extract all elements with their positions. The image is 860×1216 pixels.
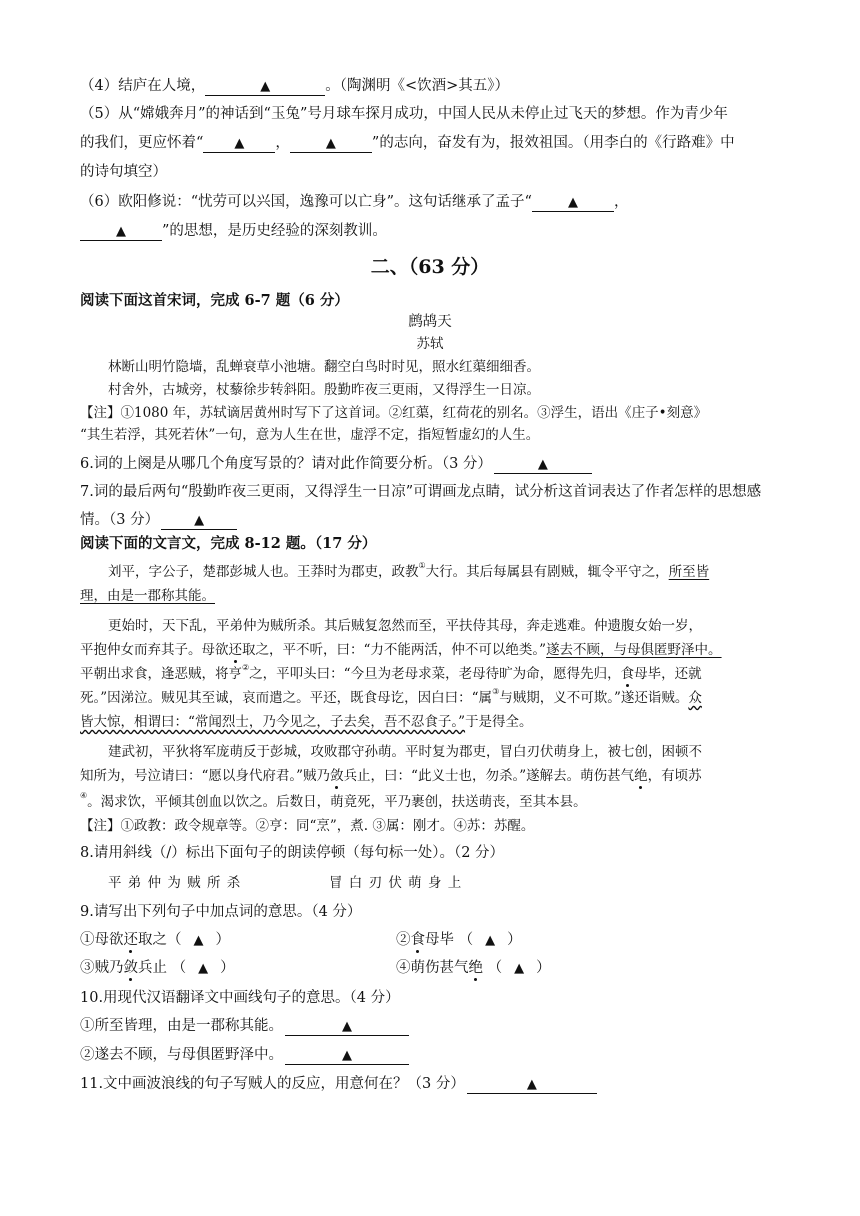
answer-blank[interactable] (532, 194, 614, 212)
poem-title: 鹧鸪天 (408, 314, 452, 330)
passage-p2-line3 (80, 664, 702, 684)
section-heading: 二、（63 分） (370, 256, 490, 278)
answer-blank[interactable] (161, 512, 237, 530)
q9-text: ） (536, 960, 551, 976)
underlined-sentence: 遂去不顾，与母俱匿野泽中。 (546, 642, 722, 658)
p2-text-g: 与贼期，义不可欺。”遂还诣贼。 (499, 690, 689, 706)
poem-line-2: 村舍外，古城旁，杖藜徐步转斜阳。殷勤昨夜三更雨，又得浮生一日凉。 (108, 382, 540, 398)
question-7-line2 (80, 510, 237, 530)
p2-text-d: 之，平叩头曰：“今旦为老母求菜，老母待旷为命，愿得先归， (249, 666, 621, 682)
triangle-marker-icon: ▲ (194, 513, 205, 528)
underlined-sentence: 所至皆 (668, 564, 710, 580)
question-5-6-line1 (80, 192, 628, 212)
triangle-marker-icon[interactable]: ▲ (514, 961, 525, 976)
triangle-marker-icon: ▲ (526, 1077, 537, 1092)
q6-text: 6.词的上阕是从哪几个角度写景的？请对此作简要分析。（3 分） (80, 456, 492, 472)
dotted-word: 还 (228, 642, 242, 658)
question-5-5-line2 (80, 133, 735, 153)
question-9: 9.请写出下列句子中加点词的意思。（4 分） (80, 904, 362, 920)
q9-text: ） (215, 932, 230, 948)
q9-text: 兵止 （ (138, 960, 187, 976)
footnote-marker: ② (242, 663, 250, 672)
passage-note: 【注】①政教：政令规章等。②亨：同“烹”，煮. ③属：刚才。④苏：苏醒。 (80, 818, 535, 834)
question-11 (80, 1074, 597, 1094)
question-6 (80, 454, 592, 474)
q10-text: ①所至皆理，由是一郡称其能。 (80, 1018, 283, 1034)
triangle-marker-icon: ▲ (342, 1019, 352, 1034)
answer-blank[interactable] (203, 135, 275, 153)
q5-6-text-b: ， (613, 194, 629, 210)
triangle-marker-icon: ▲ (342, 1048, 352, 1063)
p2-text-b: 取之，平不听，曰：“力不能两活，仲不可以绝类。” (242, 642, 547, 658)
passage-p2-line4 (80, 688, 702, 708)
dotted-word: 绝 (468, 960, 483, 976)
q10-item-2 (80, 1045, 409, 1065)
q5-5-text-b: ， (275, 135, 290, 151)
poem-line-1: 林断山明竹隐墙，乱蝉衰草小池塘。翻空白鸟时时见，照水红蕖细细香。 (108, 359, 540, 375)
p1-text-b: 大行。其后每属县有剧贼，辄令平守之， (425, 564, 669, 580)
poem-note-2: “其生若浮，其死若休”一句，意为人生在世，虚浮不定，指短暂虚幻的人生。 (80, 427, 540, 443)
q5-5-text-c: ”的志向，奋发有为，报效祖国。（用李白的《行路难》中 (371, 135, 735, 151)
passage-p3-line2 (80, 766, 702, 786)
q10-item-1 (80, 1016, 409, 1036)
poem-note-1: 【注】①1080 年，苏轼谪居黄州时写下了这首词。②红蕖，红荷花的别名。③浮生，语出《庄子•刻意》 (80, 405, 708, 421)
triangle-marker-icon: ▲ (537, 457, 548, 472)
underlined-sentence: 理，由是一郡称其能。 (80, 588, 215, 604)
passage-p2-line2 (80, 640, 722, 660)
triangle-marker-icon[interactable]: ▲ (193, 933, 204, 948)
p2-text-c: 平朝出求食，逢恶贼，将亨 (80, 666, 242, 682)
q8-sentence-2: 冒 白 刃 伏 萌 身 上 (329, 875, 462, 891)
triangle-marker-icon: ▲ (567, 195, 578, 210)
question-8: 8.请用斜线（/）标出下面句子的朗读停顿（每句标一处）。（2 分） (80, 845, 505, 861)
p2-text-a: 平抱仲女而弃其子。母欲 (80, 642, 229, 658)
q9-item-1 (80, 930, 230, 951)
q9-text: （ (483, 960, 503, 976)
p2-text-e: 母毕，还就 (634, 666, 702, 682)
p2-text-h: 于是得全。 (465, 714, 533, 730)
triangle-marker-icon[interactable]: ▲ (485, 933, 496, 948)
triangle-marker-icon[interactable]: ▲ (198, 961, 209, 976)
dotted-word: 食 (620, 666, 635, 682)
q9-text: 取之（ (138, 932, 182, 948)
p2-text-f: 死。”因涕泣。贼见其至诚，哀而遣之。平还，既食母讫，因白曰：“属 (80, 690, 493, 706)
wavy-underlined-sentence: 皆大惊，相谓曰：“常闻烈士，乃今见之，子去矣，吾不忍食子。” (80, 714, 466, 730)
p3-text-a: 知所为，号泣请曰：“愿以身代府君。”贼乃 (80, 768, 331, 784)
dotted-word: 食 (410, 932, 425, 948)
answer-blank[interactable] (80, 223, 162, 241)
q9-text: ） (220, 960, 235, 976)
q11-text: 11.文中画波浪线的句子写贼人的反应，用意何在？（3 分） (80, 1076, 465, 1092)
q9-item-4 (396, 958, 551, 979)
question-5-6-line2 (80, 221, 387, 241)
q5-4-prefix: （4）结庐在人境， (80, 78, 206, 94)
question-5-4 (80, 76, 509, 96)
answer-blank[interactable] (205, 78, 325, 96)
q5-5-text-a: 的我们，更应怀着“ (80, 135, 204, 151)
p3-text-d: 。渴求饮，平倾其创血以饮之。后数日，萌竟死，平乃裹创，扶送萌丧，至其本县。 (87, 794, 587, 810)
q9-text: ② (396, 932, 411, 948)
question-5-5-line3: 的诗句填空） (80, 164, 167, 180)
passage-p2-line5 (80, 712, 533, 732)
passage-p2-line1: 更始时，天下乱，平弟仲为贼所杀。其后贼复忽然而至，平扶侍其母，奔走逃难。仲遗腹女始一岁， (108, 618, 702, 634)
footnote-marker: ① (418, 561, 426, 570)
answer-blank[interactable] (290, 135, 372, 153)
q5-4-suffix: 。（陶渊明《<饮酒>其五》） (325, 78, 510, 94)
triangle-marker-icon: ▲ (325, 136, 336, 151)
q9-text: 母毕 （ (425, 932, 474, 948)
p1-text-a: 刘平，字公子，楚郡彭城人也。王莽时为郡吏，政教 (108, 564, 419, 580)
dotted-word: 绝 (634, 768, 648, 784)
q9-text: ） (507, 932, 522, 948)
passage-p3-line3 (80, 792, 587, 812)
answer-blank[interactable] (467, 1076, 597, 1094)
dotted-word: 敛 (123, 960, 138, 976)
triangle-marker-icon: ▲ (116, 224, 126, 239)
dotted-word: 还 (123, 932, 138, 948)
triangle-marker-icon: ▲ (234, 136, 245, 151)
footnote-marker: ③ (492, 687, 500, 696)
q5-6-text-a: （6）欧阳修说：“忧劳可以兴国，逸豫可以亡身”。这句话继承了孟子“ (80, 194, 532, 210)
q8-sentence-1: 平 弟 仲 为 贼 所 杀 (108, 875, 241, 891)
q7-text: 情。（3 分） (80, 512, 160, 528)
answer-blank[interactable] (285, 1047, 409, 1065)
dotted-word: 敛 (330, 768, 344, 784)
q10-text: ②遂去不顾，与母俱匿野泽中。 (80, 1047, 283, 1063)
passage-p1-line2 (80, 586, 215, 606)
q9-text: ③贼乃 (80, 960, 124, 976)
answer-blank[interactable] (494, 456, 592, 474)
p3-text-c: ，有顷苏 (647, 768, 702, 784)
passage-p3-line1: 建武初，平狄将军庞萌反于彭城，攻败郡守孙萌。平时复为郡吏，冒白刃伏萌身上，被七创，困顿不 (108, 744, 702, 760)
p3-text-b: 兵止，曰：“此义士也，勿杀。”遂解去。萌伤甚气 (343, 768, 635, 784)
passage-p1-line1 (108, 562, 709, 582)
footnote-marker: ④ (80, 791, 88, 800)
classical-intro: 阅读下面的文言文，完成 8-12 题。（17 分） (80, 535, 377, 552)
q9-text: ①母欲 (80, 932, 124, 948)
question-5-5-line1: （5）从“嫦娥奔月”的神话到“玉兔”号月球车探月成功，中国人民从未停止过飞天的梦想。作为青少年 (80, 106, 728, 122)
q5-6-text-c: ”的思想，是历史经验的深刻教训。 (162, 223, 387, 239)
poem-intro: 阅读下面这首宋词，完成 6-7 题（6 分） (80, 292, 349, 309)
answer-blank[interactable] (285, 1018, 409, 1036)
question-7-line1: 7.词的最后两句“殷勤昨夜三更雨，又得浮生一日凉”可谓画龙点睛，试分析这首词表达了作者怎样的思想感 (80, 484, 762, 500)
question-10: 10.用现代汉语翻译文中画线句子的意思。（4 分） (80, 990, 400, 1006)
triangle-marker-icon: ▲ (260, 79, 271, 94)
q9-item-2 (396, 930, 522, 951)
wavy-underlined-sentence: 众 (688, 690, 702, 706)
q9-text: ④萌伤甚气 (396, 960, 469, 976)
poem-author: 苏轼 (416, 336, 444, 352)
q9-item-3 (80, 958, 235, 979)
